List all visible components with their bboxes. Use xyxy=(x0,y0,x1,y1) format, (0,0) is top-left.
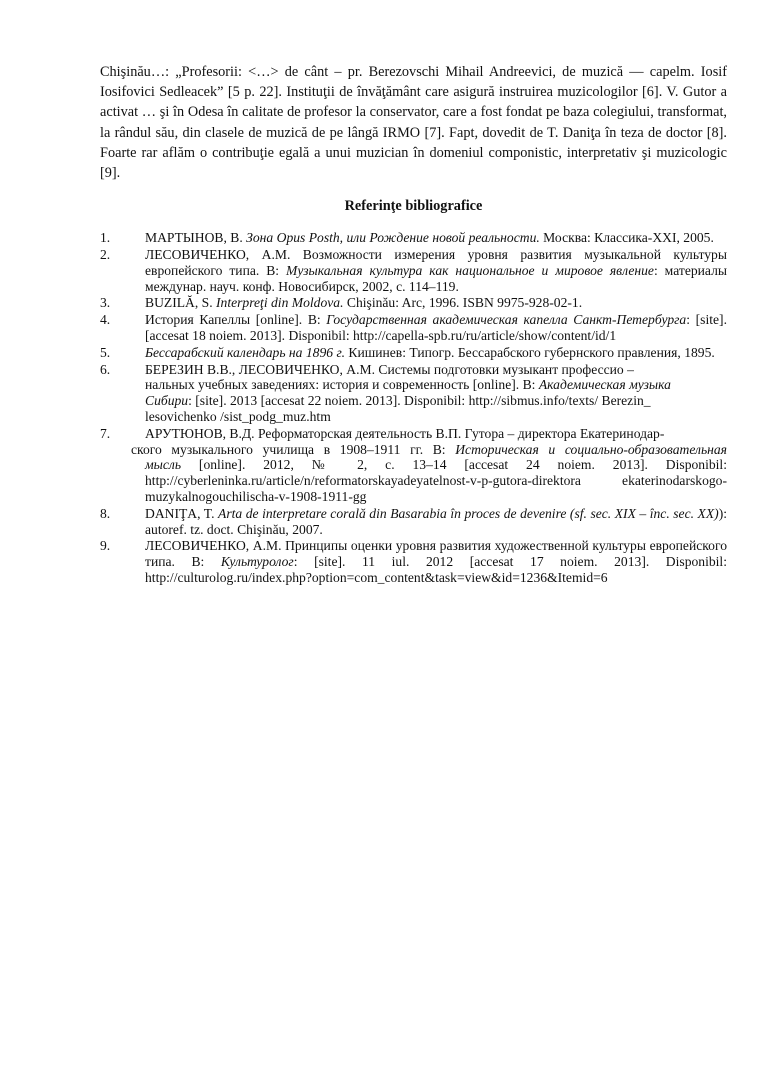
reference-text: История Капеллы [online]. В: Государственная академическая капелла Санкт-Петербурга: [site]. [accesat 18 noiem. 2013]. Disponibil: http://capella-spb.ru/ru/article/show/content/id/1 xyxy=(145,312,727,343)
reference-number: 9. xyxy=(100,538,111,554)
references-heading: Referinţe bibliografice xyxy=(344,198,483,215)
reference-item xyxy=(100,295,727,311)
reference-text: ЛЕСОВИЧЕНКО, А.М. Возможности измерения уровня развития музыкальной культуры европейского типа. В: Музыкальная культура как национальное и мировое явление: материалы междунар. науч. конф. Новосибирск, 2002, с. 114–119. xyxy=(145,247,727,294)
page-content xyxy=(100,62,727,587)
reference-number: 6. xyxy=(100,361,111,377)
reference-text: БЕРЕЗИН В.В., ЛЕСОВИЧЕНКО, А.М. Системы подготовки музыкант профессио – нальных учебных заведениях: история и современность [online]. В: Академическая музыка Сибири: [site]. 2013 [accesat 22 noiem. 2013]. Disponibil: http://sibmus.info/texts/ Berezin_ lesovichenko /sist_podg_muz.htm xyxy=(145,361,671,424)
reference-item xyxy=(100,345,727,361)
reference-number: 8. xyxy=(100,505,111,521)
reference-text: BUZILĂ, S. Interpreţi din Moldova. Chişinău: Arc, 1996. ISBN 9975-928-02-1. xyxy=(145,295,583,311)
reference-item xyxy=(100,230,727,246)
reference-text: МАРТЫНОВ, В. Зона Opus Posth, или Рождение новой реальности. Москва: Классика-XXI, 2005. xyxy=(145,230,714,246)
reference-text: DANIŢA, T. Arta de interpretare corală din Basarabia în proces de devenire (sf. sec. XIX – înc. sec. XX)): autoref. tz. doct. Chişinău, 2007. xyxy=(145,505,727,537)
reference-text: АРУТЮНОВ, В.Д. Реформаторская деятельность В.П. Гутора – директора Екатеринодар- ского музыкального училища в 1908–1911 гг. В: Историческая и социально-образовательная мысль [online]. 2012, № 2, с. 13–14 [accesat 24 noiem. 2013]. Disponibil: http://cyberleninka.ru/article/n/reformatorskayadeyatelnost-v-p-gutora-direktora ekaterinodarskogo- muzykalnogouchilischa-v-1908-1911-gg xyxy=(131,425,727,504)
reference-text: Бессарабский календарь на 1896 г. Кишинев: Типогр. Бессарабского губернского правления, 1895. xyxy=(145,344,715,360)
references-list xyxy=(100,230,727,586)
reference-text: ЛЕСОВИЧЕНКО, А.М. Принципы оценки уровня развития художественной культуры европейского типа. В: Культуролог: [site]. 11 iul. 2012 [accesat 17 noiem. 2013]. Disponibil: http://culturolog.ru/index.php?option=com_content&task=view&id=1236&Itemid=6 xyxy=(145,538,727,585)
reference-number: 1. xyxy=(100,230,111,246)
reference-item xyxy=(100,426,727,505)
reference-number: 4. xyxy=(100,312,111,328)
reference-number: 2. xyxy=(100,247,111,263)
reference-item xyxy=(100,312,727,344)
reference-number: 7. xyxy=(100,425,111,441)
reference-item xyxy=(100,538,727,585)
reference-item xyxy=(100,362,727,425)
body-paragraph: Chişinău…: „Profesorii: <…> de cânt – pr. Berezovschi Mihail Andreevici, de muzică — capelm. Iosif Iosifovici Sedleacek” [5 p. 22]. Instituţii de învăţământ care asigură instruirea muzicologilor [6]. V. Gutor a activat … şi în Odesa în calitate de profesor la conservator, care a fost fondat pe baza colegiului, transformat, la rândul său, din clasele de muzică de pe lângă IRMO [7]. Fapt, dovedit de T. Daniţa în teza de doctor [8]. Foarte rar aflăm o contribuţie egală a unui muzician în domeniul componistic, interpretativ şi muzicologic [9]. xyxy=(100,64,727,182)
reference-number: 3. xyxy=(100,295,111,311)
reference-number: 5. xyxy=(100,344,111,360)
reference-item xyxy=(100,247,727,294)
reference-item xyxy=(100,506,727,538)
